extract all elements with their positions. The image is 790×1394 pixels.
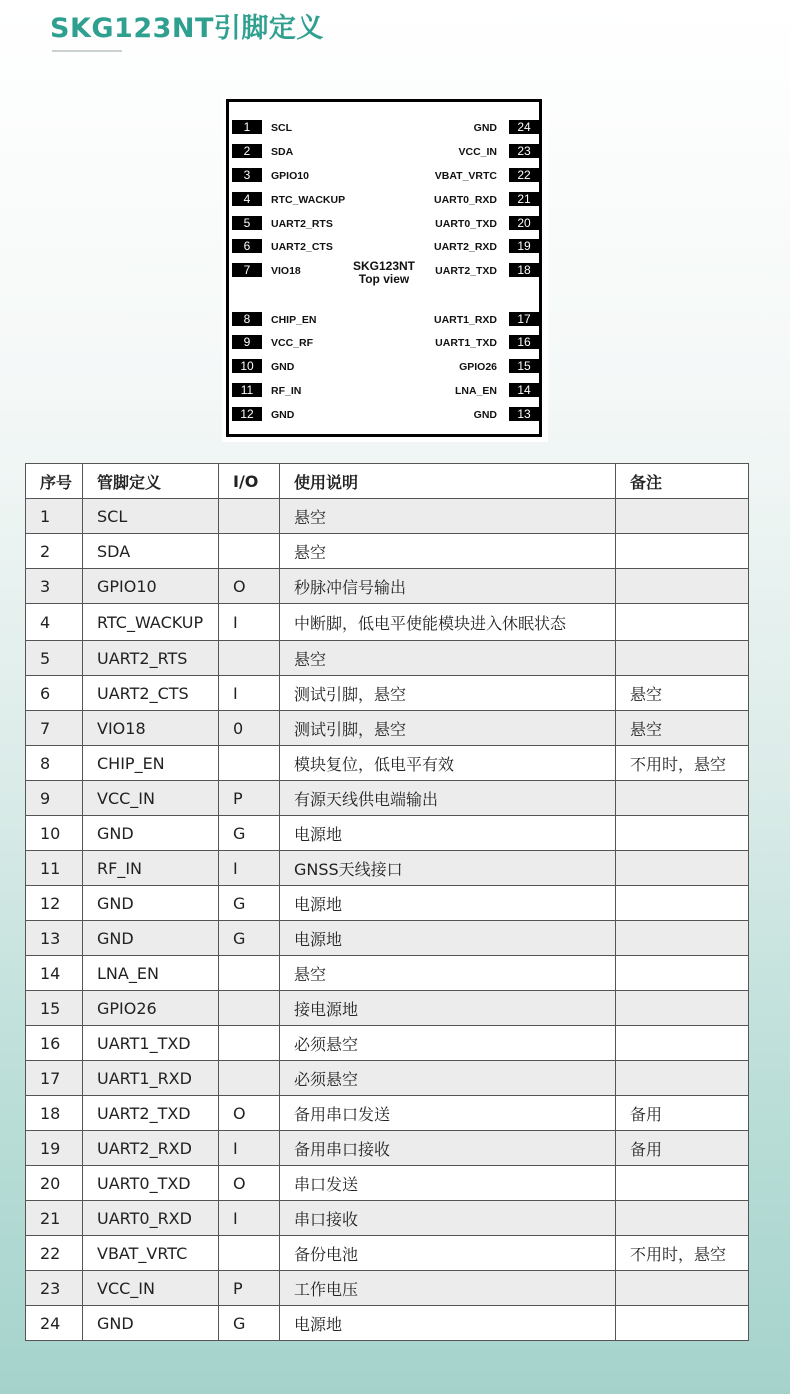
cell-description: 电源地	[280, 816, 616, 851]
pin-number-right: 13	[509, 407, 539, 421]
cell-description: 电源地	[280, 886, 616, 921]
cell-no: 19	[26, 1131, 83, 1166]
header-no: 序号	[26, 464, 83, 499]
cell-pin-name: VCC_IN	[83, 1271, 219, 1306]
cell-no: 20	[26, 1166, 83, 1201]
pin-number-left: 3	[232, 168, 262, 182]
cell-note	[616, 1201, 749, 1236]
cell-io	[219, 1236, 280, 1271]
table-header-row	[26, 464, 749, 499]
cell-io: P	[219, 1271, 280, 1306]
cell-no: 12	[26, 886, 83, 921]
table-row	[26, 1096, 749, 1131]
pinout-diagram	[222, 96, 548, 442]
cell-description: 悬空	[280, 534, 616, 569]
pin-label-left: VIO18	[271, 265, 301, 277]
cell-no: 21	[26, 1201, 83, 1236]
cell-note	[616, 604, 749, 641]
pin-number-right: 18	[509, 263, 539, 277]
cell-description: 串口接收	[280, 1201, 616, 1236]
cell-pin-name: VBAT_VRTC	[83, 1236, 219, 1271]
cell-pin-name: UART1_RXD	[83, 1061, 219, 1096]
header-pin-name: 管脚定义	[83, 464, 219, 499]
cell-description: GNSS天线接口	[280, 851, 616, 886]
pin-label-left: GND	[271, 409, 295, 421]
page-title: SKG123NT引脚定义	[50, 13, 324, 44]
table-row	[26, 1166, 749, 1201]
cell-description: 接电源地	[280, 991, 616, 1026]
cell-io: O	[219, 569, 280, 604]
pin-number-left: 2	[232, 144, 262, 158]
cell-note	[616, 1306, 749, 1341]
cell-no: 14	[26, 956, 83, 991]
pin-number-right: 15	[509, 359, 539, 373]
cell-io: O	[219, 1166, 280, 1201]
pin-label-left: SDA	[271, 146, 294, 158]
cell-io: O	[219, 1096, 280, 1131]
cell-pin-name: SCL	[83, 499, 219, 534]
pin-number-right: 17	[509, 312, 539, 326]
title-underline	[52, 50, 122, 52]
cell-description: 备用串口发送	[280, 1096, 616, 1131]
table-row	[26, 816, 749, 851]
table-row	[26, 1026, 749, 1061]
pin-label-left: GND	[271, 361, 295, 373]
cell-no: 17	[26, 1061, 83, 1096]
table-row	[26, 604, 749, 641]
cell-description: 电源地	[280, 1306, 616, 1341]
cell-note	[616, 499, 749, 534]
cell-note: 备用	[616, 1096, 749, 1131]
cell-note	[616, 1271, 749, 1306]
pin-label-left: SCL	[271, 122, 292, 134]
cell-io: 0	[219, 711, 280, 746]
pin-number-right: 20	[509, 216, 539, 230]
cell-io	[219, 956, 280, 991]
pin-label-right: GND	[473, 409, 497, 421]
cell-no: 9	[26, 781, 83, 816]
pin-label-right: VCC_IN	[458, 146, 497, 158]
cell-pin-name: LNA_EN	[83, 956, 219, 991]
cell-description: 模块复位，低电平有效	[280, 746, 616, 781]
cell-io	[219, 746, 280, 781]
cell-note	[616, 816, 749, 851]
cell-description: 中断脚，低电平使能模块进入休眠状态	[280, 604, 616, 641]
pin-number-left: 8	[232, 312, 262, 326]
pin-number-left: 11	[232, 383, 262, 397]
cell-io: G	[219, 886, 280, 921]
cell-io: I	[219, 676, 280, 711]
cell-note	[616, 851, 749, 886]
table-row	[26, 746, 749, 781]
cell-no: 24	[26, 1306, 83, 1341]
pin-label-right: GPIO26	[459, 361, 497, 373]
cell-io: I	[219, 604, 280, 641]
cell-no: 6	[26, 676, 83, 711]
cell-no: 16	[26, 1026, 83, 1061]
cell-no: 2	[26, 534, 83, 569]
cell-pin-name: RTC_WACKUP	[83, 604, 219, 641]
cell-pin-name: UART0_TXD	[83, 1166, 219, 1201]
table-row	[26, 991, 749, 1026]
pin-number-right: 19	[509, 239, 539, 253]
cell-pin-name: UART1_TXD	[83, 1026, 219, 1061]
table-row	[26, 921, 749, 956]
table-row	[26, 711, 749, 746]
pin-number-left: 5	[232, 216, 262, 230]
cell-note	[616, 1061, 749, 1096]
cell-pin-name: UART2_RTS	[83, 641, 219, 676]
cell-note	[616, 1026, 749, 1061]
pin-definition-table	[25, 463, 749, 1341]
cell-note: 悬空	[616, 676, 749, 711]
pin-label-right: UART2_RXD	[433, 241, 497, 253]
cell-pin-name: GND	[83, 1306, 219, 1341]
cell-pin-name: GND	[83, 921, 219, 956]
pin-label-right: UART1_RXD	[433, 314, 497, 326]
cell-note	[616, 956, 749, 991]
table-row	[26, 1236, 749, 1271]
cell-no: 4	[26, 604, 83, 641]
pin-label-right: UART0_RXD	[433, 194, 497, 206]
pin-number-right: 24	[509, 120, 539, 134]
cell-io: G	[219, 1306, 280, 1341]
table-row	[26, 1306, 749, 1341]
cell-description: 备份电池	[280, 1236, 616, 1271]
chip-outline	[226, 99, 542, 437]
pin-label-left: RF_IN	[271, 385, 302, 397]
cell-note	[616, 569, 749, 604]
pin-label-right: VBAT_VRTC	[434, 170, 497, 182]
table-row	[26, 1061, 749, 1096]
cell-io	[219, 641, 280, 676]
cell-description: 工作电压	[280, 1271, 616, 1306]
pin-number-left: 9	[232, 335, 262, 349]
pin-label-right: UART0_TXD	[435, 218, 497, 230]
cell-description: 必须悬空	[280, 1026, 616, 1061]
cell-note	[616, 921, 749, 956]
cell-no: 11	[26, 851, 83, 886]
cell-io: I	[219, 1201, 280, 1236]
cell-note: 备用	[616, 1131, 749, 1166]
pin-label-left: RTC_WACKUP	[271, 194, 346, 206]
pin-label-left: VCC_RF	[271, 337, 314, 349]
cell-io: I	[219, 851, 280, 886]
table-row	[26, 499, 749, 534]
cell-note	[616, 1166, 749, 1201]
cell-no: 1	[26, 499, 83, 534]
cell-io: P	[219, 781, 280, 816]
cell-description: 电源地	[280, 921, 616, 956]
pin-number-right: 23	[509, 144, 539, 158]
table-row	[26, 1131, 749, 1166]
cell-io: G	[219, 921, 280, 956]
pin-label-right: GND	[473, 122, 497, 134]
pin-label-left: UART2_RTS	[271, 218, 333, 230]
cell-pin-name: CHIP_EN	[83, 746, 219, 781]
cell-no: 23	[26, 1271, 83, 1306]
cell-pin-name: GND	[83, 886, 219, 921]
cell-description: 测试引脚，悬空	[280, 711, 616, 746]
header-description: 使用说明	[280, 464, 616, 499]
table-row	[26, 569, 749, 604]
table-row	[26, 534, 749, 569]
pin-number-right: 16	[509, 335, 539, 349]
table-row	[26, 851, 749, 886]
cell-no: 13	[26, 921, 83, 956]
cell-no: 22	[26, 1236, 83, 1271]
pin-label-right: LNA_EN	[454, 385, 497, 397]
cell-io	[219, 1026, 280, 1061]
cell-note: 不用时，悬空	[616, 746, 749, 781]
cell-description: 秒脉冲信号输出	[280, 569, 616, 604]
table-row	[26, 1201, 749, 1236]
cell-note: 悬空	[616, 711, 749, 746]
pin-number-left: 7	[232, 263, 262, 277]
cell-description: 备用串口接收	[280, 1131, 616, 1166]
pin-number-left: 4	[232, 192, 262, 206]
cell-pin-name: VIO18	[83, 711, 219, 746]
cell-io	[219, 534, 280, 569]
cell-io: G	[219, 816, 280, 851]
table-row	[26, 641, 749, 676]
cell-no: 10	[26, 816, 83, 851]
pin-label-right: UART2_TXD	[435, 265, 497, 277]
pin-number-right: 14	[509, 383, 539, 397]
cell-pin-name: UART2_CTS	[83, 676, 219, 711]
pin-label-left: GPIO10	[271, 170, 309, 182]
pin-number-left: 10	[232, 359, 262, 373]
cell-pin-name: GPIO26	[83, 991, 219, 1026]
cell-note	[616, 991, 749, 1026]
cell-pin-name: GND	[83, 816, 219, 851]
pin-number-right: 21	[509, 192, 539, 206]
pin-number-left: 6	[232, 239, 262, 253]
cell-description: 串口发送	[280, 1166, 616, 1201]
cell-note: 不用时，悬空	[616, 1236, 749, 1271]
pin-label-left: CHIP_EN	[271, 314, 317, 326]
cell-no: 5	[26, 641, 83, 676]
cell-no: 18	[26, 1096, 83, 1131]
cell-description: 悬空	[280, 499, 616, 534]
cell-io	[219, 1061, 280, 1096]
chip-name-label	[329, 260, 439, 286]
table-row	[26, 781, 749, 816]
cell-note	[616, 781, 749, 816]
cell-pin-name: UART0_RXD	[83, 1201, 219, 1236]
cell-description: 悬空	[280, 956, 616, 991]
cell-pin-name: RF_IN	[83, 851, 219, 886]
table-row	[26, 956, 749, 991]
pin-label-right: UART1_TXD	[435, 337, 497, 349]
pin-number-left: 12	[232, 407, 262, 421]
cell-pin-name: SDA	[83, 534, 219, 569]
cell-pin-name: GPIO10	[83, 569, 219, 604]
cell-description: 有源天线供电端输出	[280, 781, 616, 816]
chip-name: SKG123NT	[352, 259, 416, 273]
cell-pin-name: UART2_RXD	[83, 1131, 219, 1166]
pin-label-left: UART2_CTS	[271, 241, 333, 253]
cell-no: 15	[26, 991, 83, 1026]
cell-note	[616, 534, 749, 569]
pin-number-right: 22	[509, 168, 539, 182]
cell-no: 8	[26, 746, 83, 781]
cell-note	[616, 886, 749, 921]
cell-io	[219, 991, 280, 1026]
header-note: 备注	[616, 464, 749, 499]
cell-io	[219, 499, 280, 534]
table-row	[26, 886, 749, 921]
table-row	[26, 1271, 749, 1306]
cell-note	[616, 641, 749, 676]
chip-view: Top view	[358, 272, 410, 286]
cell-pin-name: VCC_IN	[83, 781, 219, 816]
cell-description: 测试引脚，悬空	[280, 676, 616, 711]
header-io: I/O	[219, 464, 280, 499]
cell-description: 必须悬空	[280, 1061, 616, 1096]
pin-number-left: 1	[232, 120, 262, 134]
cell-no: 7	[26, 711, 83, 746]
cell-pin-name: UART2_TXD	[83, 1096, 219, 1131]
cell-description: 悬空	[280, 641, 616, 676]
cell-io: I	[219, 1131, 280, 1166]
cell-no: 3	[26, 569, 83, 604]
table-row	[26, 676, 749, 711]
